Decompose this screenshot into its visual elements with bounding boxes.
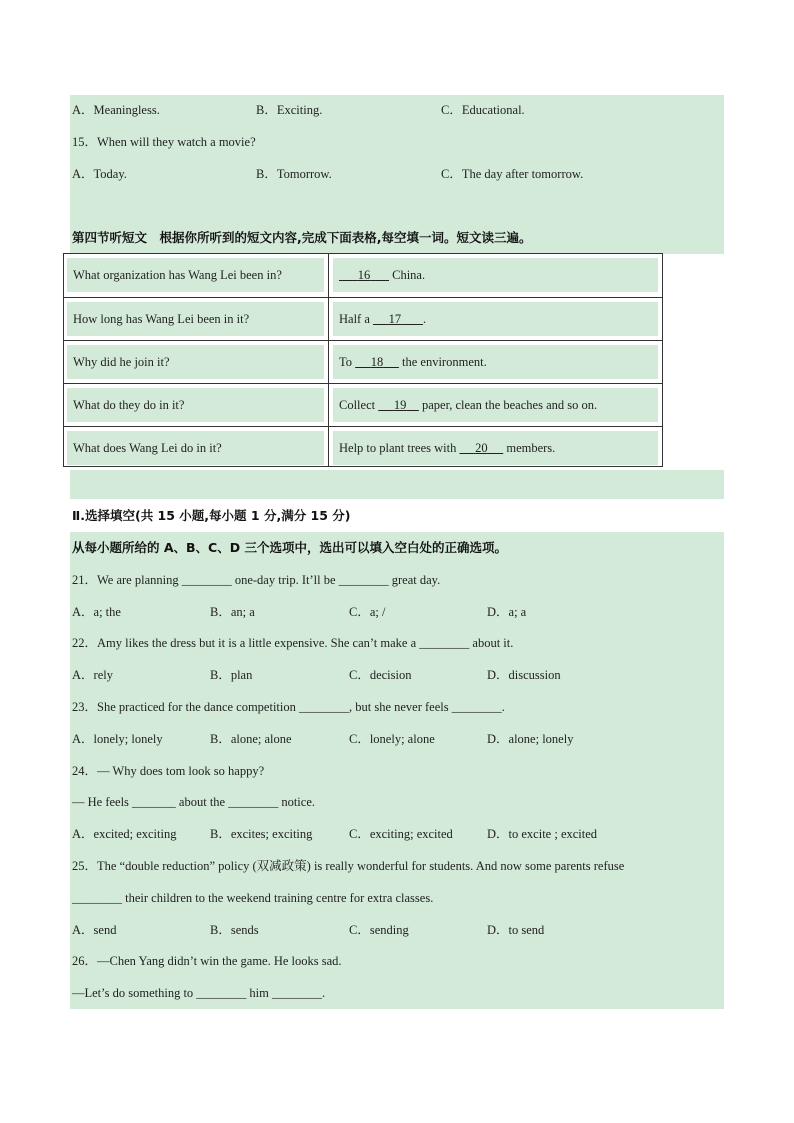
q24-line2: — He feels _______ about the ________ notice.	[72, 795, 316, 809]
q22-question: 22．Amy likes the dress but it is a little expensive. She can’t make a ________ about it.	[72, 636, 514, 650]
q25-option-c[interactable]: C．sending	[349, 923, 409, 937]
q24-option-a[interactable]: A．excited; exciting	[72, 827, 177, 841]
q15-option-a[interactable]: A．Today.	[72, 167, 127, 181]
q21-option-c[interactable]: C．a; /	[349, 605, 386, 619]
q22-option-d[interactable]: D．discussion	[487, 668, 561, 682]
table-answer[interactable]: 16 China.	[333, 258, 658, 292]
q23-option-b[interactable]: B．alone; alone	[210, 732, 292, 746]
answer-blank-19[interactable]: 19	[393, 398, 407, 412]
q26-question: 26．—Chen Yang didn’t win the game. He looks sad.	[72, 954, 342, 968]
shade-mid	[70, 470, 724, 499]
answer-blank-20[interactable]: 20	[475, 441, 488, 455]
q22-option-c[interactable]: C．decision	[349, 668, 412, 682]
q21-option-a[interactable]: A．a; the	[72, 605, 121, 619]
q22-option-a[interactable]: A．rely	[72, 668, 113, 682]
q22-option-b[interactable]: B．plan	[210, 668, 253, 682]
q23-option-a[interactable]: A．lonely; lonely	[72, 732, 163, 746]
q25-option-d[interactable]: D．to send	[487, 923, 545, 937]
part2-instruction: 从每小题所给的 A、B、C、D 三个选项中，选出可以填入空白处的正确选项。	[72, 540, 507, 555]
table-row	[64, 254, 662, 297]
section4-heading: 第四节听短文 根据你所听到的短文内容,完成下面表格,每空填一词。短文读三遍。	[72, 230, 532, 245]
table-question: What does Wang Lei do in it?	[67, 431, 324, 465]
answer-blank-16[interactable]: 16	[357, 268, 371, 282]
q25-question: 25．The “double reduction” policy (双减政策) is really wonderful for students. And now some parents refuse	[72, 859, 625, 873]
q21-option-b[interactable]: B．an; a	[210, 605, 255, 619]
q23-question: 23．She practiced for the dance competition ________, but she never feels ________.	[72, 700, 505, 714]
table-row	[64, 426, 662, 470]
table-answer[interactable]: Collect 19 paper, clean the beaches and so on.	[333, 388, 658, 422]
table-answer[interactable]: Help to plant trees with 20 members.	[333, 431, 658, 465]
table-row	[64, 297, 662, 341]
answer-blank-18[interactable]: 18	[370, 355, 384, 369]
listening-table	[63, 253, 663, 467]
q23-option-d[interactable]: D．alone; lonely	[487, 732, 574, 746]
q14-option-b[interactable]: B．Exciting.	[256, 103, 323, 117]
q15-question: 15．When will they watch a movie?	[72, 135, 256, 149]
table-question: What do they do in it?	[67, 388, 324, 422]
table-answer[interactable]: Half a 17 .	[333, 302, 658, 336]
part2-heading: Ⅱ.选择填空(共 15 小题,每小题 1 分,满分 15 分)	[72, 508, 351, 523]
table-row	[64, 383, 662, 427]
answer-blank-17[interactable]: 17	[388, 312, 402, 326]
table-answer[interactable]: To 18 the environment.	[333, 345, 658, 379]
table-row	[64, 340, 662, 384]
q14-option-c[interactable]: C．Educational.	[441, 103, 525, 117]
q24-option-c[interactable]: C．exciting; excited	[349, 827, 453, 841]
table-question: Why did he join it?	[67, 345, 324, 379]
q26-line2: —Let’s do something to ________ him ________.	[72, 986, 326, 1000]
q23-option-c[interactable]: C．lonely; alone	[349, 732, 435, 746]
table-question: What organization has Wang Lei been in?	[67, 258, 324, 292]
q24-question: 24．— Why does tom look so happy?	[72, 764, 265, 778]
q24-option-b[interactable]: B．excites; exciting	[210, 827, 313, 841]
table-question: How long has Wang Lei been in it?	[67, 302, 324, 336]
q21-question: 21．We are planning ________ one-day trip. It’ll be ________ great day.	[72, 573, 441, 587]
q25-option-a[interactable]: A．send	[72, 923, 117, 937]
q24-option-d[interactable]: D．to excite ; excited	[487, 827, 598, 841]
q15-option-b[interactable]: B．Tomorrow.	[256, 167, 332, 181]
q15-option-c[interactable]: C．The day after tomorrow.	[441, 167, 584, 181]
q25-line2: ________ their children to the weekend training centre for extra classes.	[72, 891, 434, 905]
q21-option-d[interactable]: D．a; a	[487, 605, 527, 619]
q14-option-a[interactable]: A．Meaningless.	[72, 103, 160, 117]
q25-option-b[interactable]: B．sends	[210, 923, 259, 937]
